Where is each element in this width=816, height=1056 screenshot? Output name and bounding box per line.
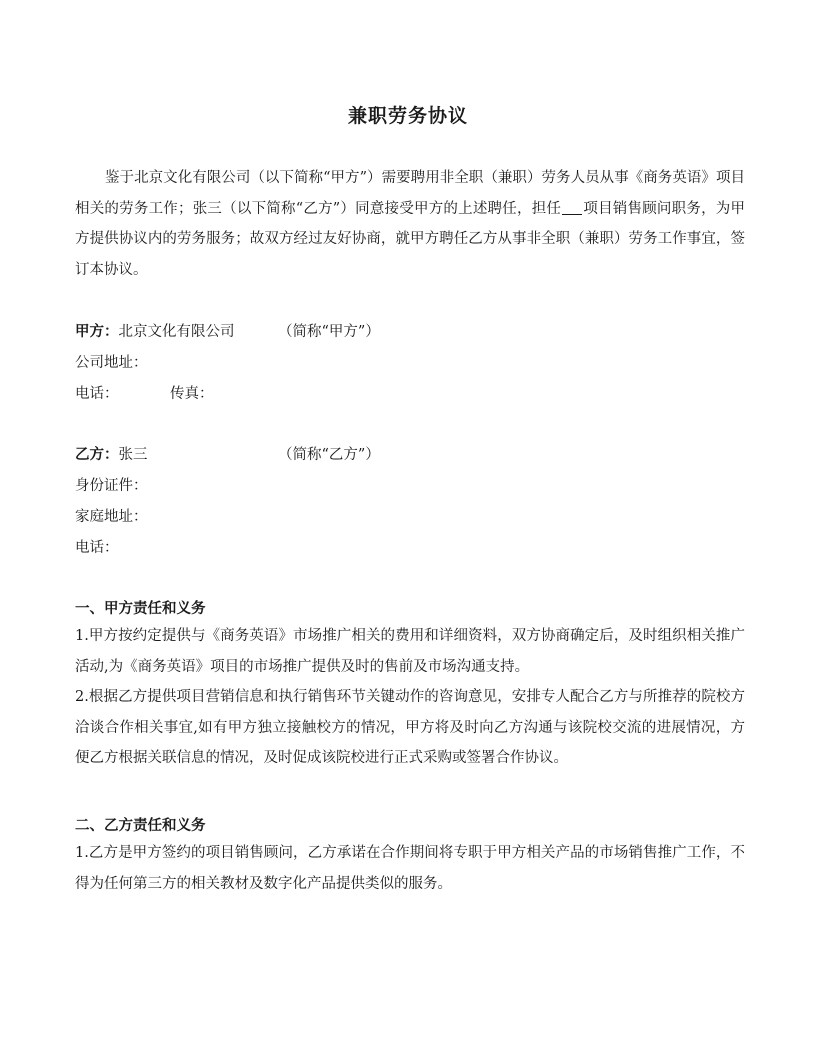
document-title: 兼职劳务协议 [347,105,468,127]
party-b-abbrev: （简称“乙方”） [278,447,380,463]
party-b-label: 乙方 [75,446,104,463]
party-b-phone-label: 电话： [75,540,119,556]
intro-text-part2: 项目销售顾问职务，为甲方提供协议内的劳务服务；故双方经过友好协商，就甲方聘任乙方从事非全职（兼职）劳务工作事宜，签订本协议。 [75,200,746,278]
party-a-address-label: 公司地址： [75,355,148,371]
party-a-colon: ： [104,323,119,340]
party-b-name: 张三 [118,447,148,463]
intro-paragraph [75,163,745,285]
section-2-heading: 二、乙方责任和义务 [75,817,206,834]
party-a-fax-label: 传真： [170,386,214,402]
intro-text-part1: 鉴于北京文化有限公司（以下简称“甲方”）需要聘用非全职（兼职）劳务人员从事《商务英语》项目相关的劳务工作；张三（以下简称“乙方”）同意接受甲方的上述聘任，担任 [75,170,745,217]
party-a-phone-label: 电话： [75,386,119,402]
party-a-line [75,320,235,341]
party-b-line [75,443,148,464]
party-b-colon: ： [104,446,119,463]
party-b-id-label: 身份证件： [75,478,148,494]
party-a-label: 甲方 [75,323,104,340]
section-1-heading: 一、甲方责任和义务 [75,600,206,617]
blank-underline [562,198,582,215]
section-1-paragraph-1: 1.甲方按约定提供与《商务英语》市场推广相关的费用和详细资料，双方协商确定后，及时组织相关推广活动,为《商务英语》项目的市场推广提供及时的售前及市场沟通支持。 [75,628,745,675]
section-1-paragraph-2: 2.根据乙方提供项目营销信息和执行销售环节关键动作的咨询意见，安排专人配合乙方与所推荐的院校方洽谈合作相关事宜,如有甲方独立接触校方的情况，甲方将及时向乙方沟通与该院校交流的进展情况，方便乙方根据关联信息的情况，及时促成该院校进行正式采购或签署合作协议。 [75,689,745,766]
party-b-address-label: 家庭地址： [75,509,148,525]
party-a-abbrev: （简称“甲方”） [278,324,380,340]
section-2-paragraph-1: 1.乙方是甲方签约的项目销售顾问，乙方承诺在合作期间将专职于甲方相关产品的市场销售推广工作，不得为任何第三方的相关教材及数字化产品提供类似的服务。 [75,845,745,892]
party-a-name: 北京文化有限公司 [118,324,235,340]
